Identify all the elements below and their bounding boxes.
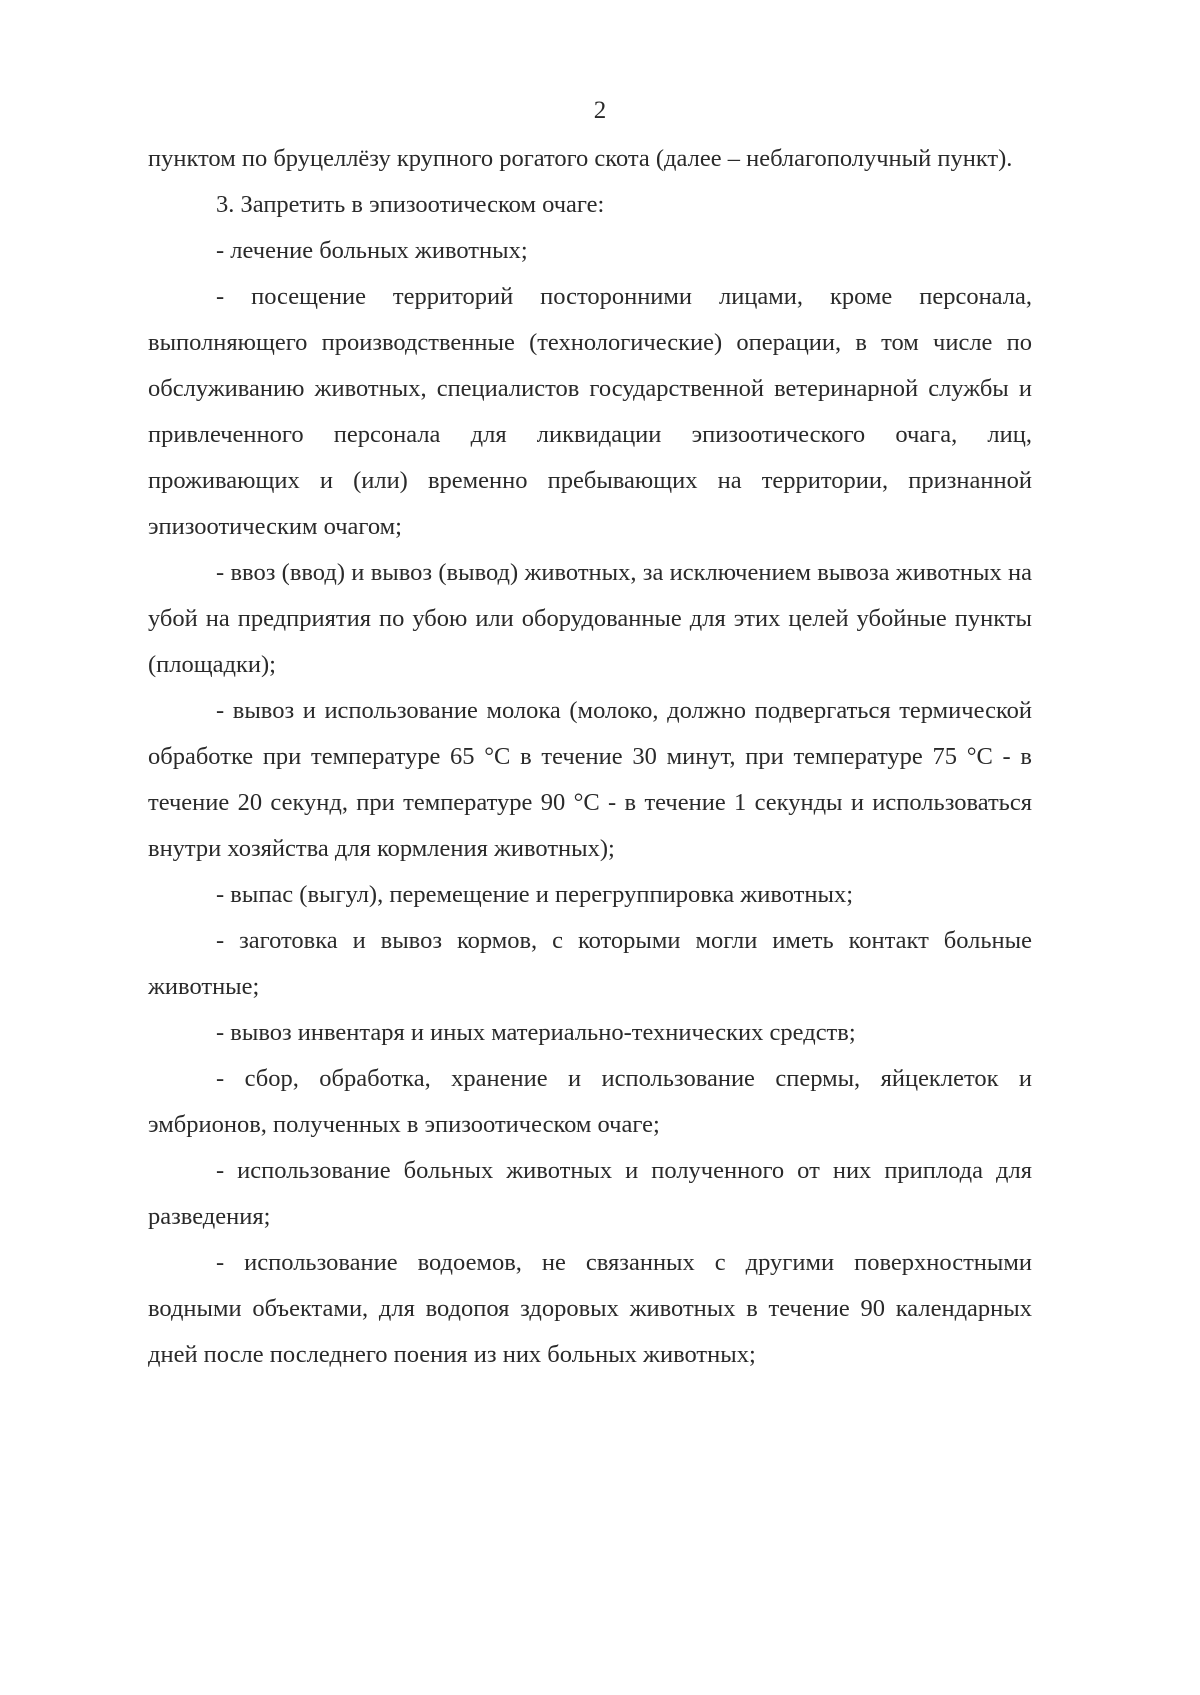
page-number: 2 [593,97,607,124]
list-item-milk-ban: - вывоз и использование молока (молоко, должно подвергаться термической обработке при температуре 65 °С в течение 30 минут, при температуре 75 °С - в течение 20 секунд, при температуре 90 °С - в течение 1 секунды и использоваться внутри хозяйства для кормления животных); [148,697,1032,862]
list-item-visit-ban: - посещение территорий посторонними лицами, кроме персонала, выполняющего производственные (технологические) операции, в том числе по обслуживанию животных, специалистов государственной ветеринарной службы и привлеченного персонала для ликвидации эпизоотического очага, лиц, проживающих и (или) временно пребывающих на территории, признанной эпизоотическим очагом; [148,283,1032,540]
list-item-grazing-ban: - выпас (выгул), перемещение и перегруппировка животных; [216,881,853,908]
list-item-breeding-ban: - использование больных животных и полученного от них приплода для разведения; [148,1157,1032,1230]
document-body [148,136,1032,1378]
list-item-watering-ban: - использование водоемов, не связанных с другими поверхностными водными объектами, для водопоя здоровых животных в течение 90 календарных дней после последнего поения из них больных животных; [148,1249,1032,1368]
list-item-inventory-ban: - вывоз инвентаря и иных материально-технических средств; [216,1019,856,1046]
list-item-animal-movement-ban: - ввоз (ввод) и вывоз (вывод) животных, за исключением вывоза животных на убой на предприятия по убою или оборудованные для этих целей убойные пункты (площадки); [148,559,1032,678]
list-item-treatment-ban: - лечение больных животных; [216,237,528,264]
paragraph-clause-3: 3. Запретить в эпизоотическом очаге: [216,191,605,218]
list-item-semen-ban: - сбор, обработка, хранение и использование спермы, яйцеклеток и эмбрионов, полученных в эпизоотическом очаге; [148,1065,1032,1138]
paragraph-continuation: пунктом по бруцеллёзу крупного рогатого скота (далее – неблагополучный пункт). [148,145,1013,172]
list-item-feed-ban: - заготовка и вывоз кормов, с которыми могли иметь контакт больные животные; [148,927,1032,1000]
